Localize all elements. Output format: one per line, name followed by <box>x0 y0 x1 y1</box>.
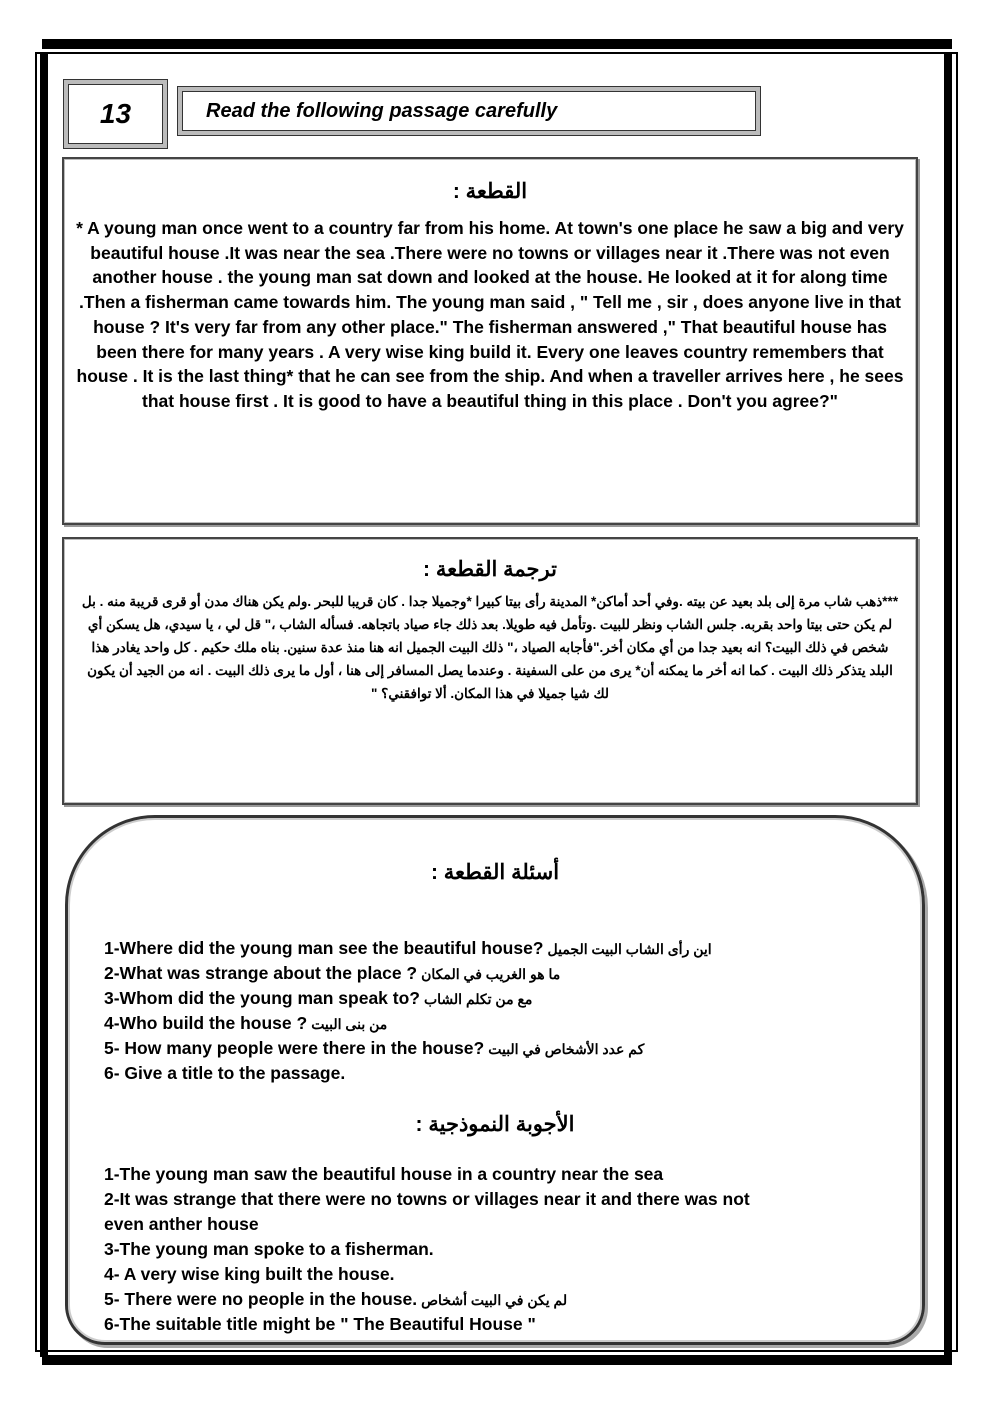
item-text-en: 6- Give a title to the passage. <box>104 1063 346 1083</box>
item-text-en: 4-Who build the house ? <box>104 1013 308 1033</box>
translation-box <box>62 537 918 805</box>
question-item <box>104 961 560 987</box>
page-border-top-inner <box>36 52 958 54</box>
page-border-left-outer <box>35 52 37 1352</box>
question-item <box>104 1036 644 1062</box>
item-text-ar: لم يكن في البيت أشخاص <box>421 1292 568 1308</box>
passage-box <box>62 157 918 525</box>
translation-heading: ترجمة القطعة : <box>423 558 557 581</box>
item-text-en: 5- How many people were there in the house? <box>104 1038 485 1058</box>
question-item <box>104 936 712 962</box>
item-text-ar: كم عدد الأشخاص في البيت <box>488 1041 645 1057</box>
page-border-left <box>40 52 48 1357</box>
page-title: Read the following passage carefully <box>178 87 760 135</box>
question-item <box>104 986 532 1012</box>
page-border-right-outer <box>956 52 958 1352</box>
item-text-en: 4- A very wise king built the house. <box>104 1264 395 1284</box>
answer-item <box>104 1187 750 1212</box>
item-text-en: even anther house <box>104 1214 259 1234</box>
answer-item <box>104 1237 434 1262</box>
item-text-en: 5- There were no people in the house. <box>104 1289 418 1309</box>
item-text-en: 1-The young man saw the beautiful house in a country near the sea <box>104 1164 664 1184</box>
page-border-right <box>944 52 952 1357</box>
answer-item <box>104 1287 567 1313</box>
answer-item <box>104 1312 536 1337</box>
answer-item <box>104 1212 259 1237</box>
page-border-bottom <box>42 1355 952 1365</box>
translation-text: ***ذهب شاب مرة إلى بلد بعيد عن بيته .وفي أحد أماكن* المدينة رأى بيتا كبيرا *وجميلا جدا . كان قريبا للبحر .ولم يكن هناك مدن أو قرى قريبة منه . بل لم يكن حتى بيتا واحد بقربه. جلس الشاب ونظر للبيت .وتأمل فيه طويلا. بعد ذلك جاء صياد باتجاهه. فسأله الشاب ،" قل لي ، يا سيدي، هل يسكن أي شخص في ذلك البيت؟ انه بعيد جدا من أي مكان أخر."فأجابه الصياد ،" ذلك البيت الجميل انه هنا منذ عدة سنين. بناه ملك حكيم . كل واحد يغادر هذا البلد يتذكر ذلك البيت . كما انه أخر ما يمكنه أن* يرى من على السفينة . وعندما يصل المسافر إلى هنا ، أول ما يرى ذلك البيت . انه من الجيد أن يكون لك شيا جميلا في هذا المكان. ألا توافقني؟ " <box>81 594 899 701</box>
item-text-ar: اين رأى الشاب البيت الجميل <box>547 941 712 957</box>
page-border-bottom-inner <box>36 1350 958 1352</box>
item-text-en: 3-The young man spoke to a fisherman. <box>104 1239 434 1259</box>
answer-item <box>104 1162 663 1187</box>
item-text-en: 6-The suitable title might be " The Beautiful House " <box>104 1314 536 1334</box>
item-text-ar: من بنى البيت <box>311 1016 388 1032</box>
item-text-ar: ما هو الغريب في المكان <box>421 966 561 982</box>
item-text-en: 1-Where did the young man see the beautiful house? <box>104 938 544 958</box>
item-text-en: 2-What was strange about the place ? <box>104 963 418 983</box>
answer-item <box>104 1262 394 1287</box>
page-border-top <box>42 39 952 49</box>
item-text-en: 3-Whom did the young man speak to? <box>104 988 420 1008</box>
item-text-en: 2-It was strange that there were no towns or villages near it and there was not <box>104 1189 750 1209</box>
answers-heading: الأجوبة النموذجية : <box>415 1113 575 1136</box>
passage-text: * A young man once went to a country far from his home. At town's one place he saw a big and very beautiful house .It was near the sea .There were no towns or villages near it .There was not even another house . the young man sat down and looked at the house. He looked at it for along time .Then a fisherman came towards him. The young man said , " Tell me , sir , does anyone live in that house ? It's very far from any other place." The fisherman answered ," That beautiful house has been there for many years . A very wise king build it. Every one leaves country remembers that house . It is the last thing* that he can see from the ship. And when a traveller arrives here , he sees that house first . It is good to have a beautiful thing in this place . Don't you agree?" <box>76 218 904 411</box>
question-item <box>104 1011 387 1037</box>
page-number: 13 <box>64 80 167 148</box>
questions-heading: أسئلة القطعة : <box>430 861 560 884</box>
passage-heading: القطعة : <box>452 180 528 203</box>
question-item <box>104 1061 345 1086</box>
item-text-ar: مع من تكلم الشاب <box>423 991 533 1007</box>
